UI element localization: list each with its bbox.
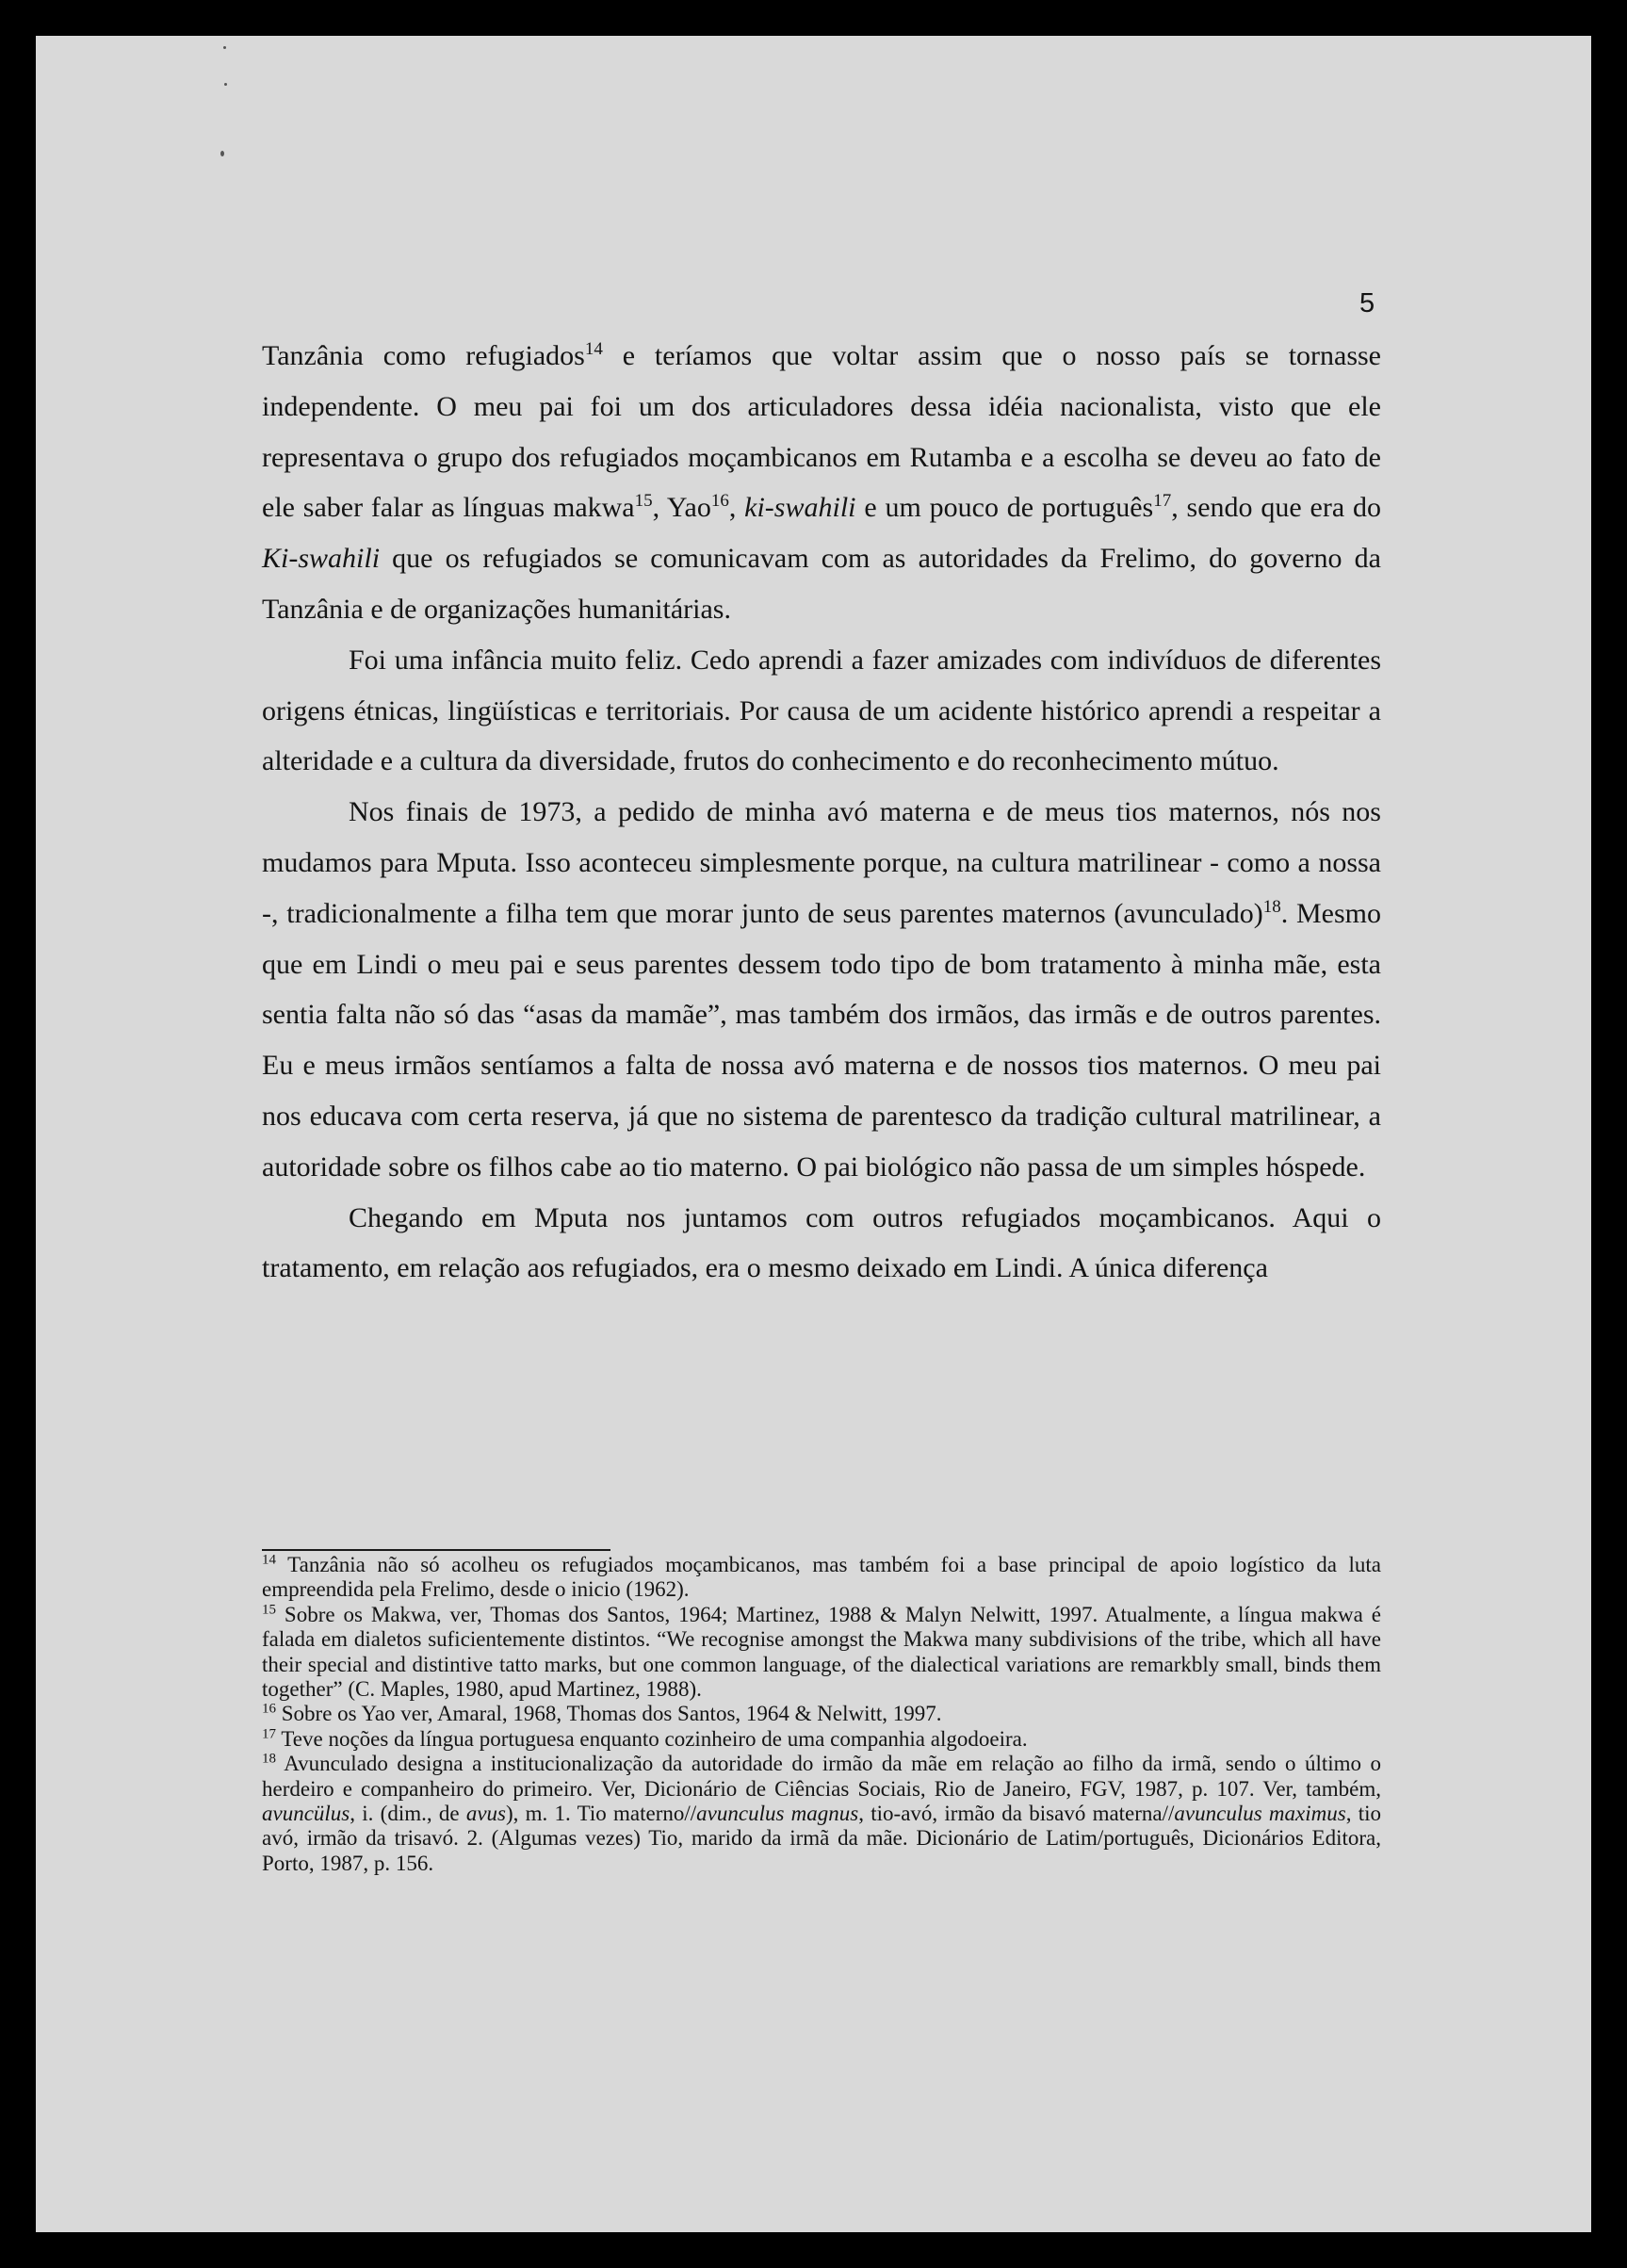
text-run: , [728, 492, 745, 524]
scan-speck [220, 151, 224, 156]
text-run: , i. (dim., de [350, 1802, 466, 1826]
footnote [262, 1702, 1381, 1726]
footnote [262, 1603, 1381, 1703]
italic-term: avunculus maximus [1174, 1802, 1346, 1826]
paragraph [262, 635, 1381, 787]
footnote-ref: 14 [584, 339, 603, 359]
paragraph [262, 331, 1381, 635]
footnote-ref: 18 [1262, 896, 1281, 917]
italic-term: ki-swahili [744, 492, 856, 524]
footnote-ref: 15 [262, 1602, 276, 1618]
footnote-ref: 14 [262, 1552, 276, 1568]
footnote-ref: 15 [634, 491, 653, 512]
footnote-ref: 18 [262, 1751, 276, 1767]
footnote-ref: 17 [1153, 491, 1172, 512]
footnote [262, 1752, 1381, 1876]
text-run: Tanzânia não só acolheu os refugiados moçambicanos, mas também foi a base principal de apoio logístico da luta empreendida pela Frelimo, desde o inicio (1962). [262, 1553, 1381, 1602]
scan-speck [223, 46, 226, 49]
text-run: que os refugiados se comunicavam com as autoridades da Frelimo, do governo da Tanzânia e de organizações humanitárias. [262, 543, 1381, 625]
text-run: Chegando em Mputa nos juntamos com outros refugiados moçambicanos. Aqui o tratamento, em relação aos refugiados, era o mesmo deixado em Lindi. A única diferença [262, 1201, 1381, 1284]
page-number: 5 [1359, 288, 1375, 318]
italic-term: avus [465, 1802, 506, 1826]
text-run: . Mesmo que em Lindi o meu pai e seus parentes dessem todo tipo de bom tratamento à minha mãe, esta sentia falta não só das “asas da mamãe”, mas também dos irmãos, das irmãs e de outros parentes. Eu e meus irmãos sentíamos a falta de nossa avó materna e de nossos tios maternos. O meu pai nos educava com certa reserva, já que no sistema de parentesco da tradição cultural matrilinear, a autoridade sobre os filhos cabe ao tio materno. O pai biológico não passa de um simples hóspede. [262, 897, 1382, 1183]
scan-speck [224, 83, 227, 86]
document-page [36, 36, 1591, 2232]
footnote-ref: 16 [710, 491, 729, 512]
text-run: , Yao [652, 492, 711, 524]
text-run: Avunculado designa a institucionalização da autoridade do irmão da mãe em relação ao filho da irmã, sendo o último o herdeiro e companheiro do primeiro. Ver, Dicionário de Ciências Sociais, Rio de Janeiro, FGV, 1987, p. 107. Ver, também, [262, 1752, 1381, 1801]
footnote-ref: 16 [262, 1701, 276, 1717]
footnote [262, 1727, 1381, 1752]
footnote [262, 1553, 1381, 1603]
text-run: , sendo que era do [1171, 492, 1381, 524]
text-run: e teríamos que voltar assim que o nosso país se tornasse independente. O meu pai foi um dos articuladores dessa idéia nacionalista, visto que ele representava o grupo dos refugiados moçambicanos em Rutamba e a escolha se deveu ao fato de ele saber falar as línguas makwa [262, 340, 1381, 524]
footnote-separator [262, 1549, 610, 1551]
text-run: Tanzânia como refugiados [262, 340, 585, 371]
footnotes [262, 1553, 1381, 1876]
italic-term: avunculus magnus [696, 1802, 859, 1826]
text-run: Sobre os Makwa, ver, Thomas dos Santos, 1964; Martinez, 1988 & Malyn Nelwitt, 1997. Atualmente, a língua makwa é falada em dialetos suficientemente distintos. “We recognise amongst the Makwa many subdivisions of the tribe, which all have their special and distintive tatto marks, but one common language, of the dialectical variations are remarkbly small, binds them together” (C. Maples, 1980, apud Martinez, 1988). [262, 1602, 1381, 1702]
text-run: Foi uma infância muito feliz. Cedo aprendi a fazer amizades com indivíduos de diferentes origens étnicas, lingüísticas e territoriais. Por causa de um acidente histórico aprendi a respeitar a alteridade e a cultura da diversidade, frutos do conhecimento e do reconhecimento mútuo. [262, 644, 1381, 777]
text-run: , tio-avó, irmão da bisavó materna// [858, 1802, 1175, 1826]
text-run: Sobre os Yao ver, Amaral, 1968, Thomas dos Santos, 1964 & Nelwitt, 1997. [276, 1702, 942, 1726]
footnote-ref: 17 [262, 1726, 276, 1742]
italic-term: avuncülus [262, 1802, 350, 1826]
text-run: ), m. 1. Tio materno// [506, 1802, 697, 1826]
text-run: e um pouco de português [855, 492, 1154, 524]
italic-term: Ki-swahili [262, 543, 381, 575]
text-run: , tio avó, irmão da trisavó. 2. (Algumas vezes) Tio, marido da irmã da mãe. Dicionário de Latim/português, Dicionários Editora, Porto, 1987, p. 156. [262, 1802, 1381, 1875]
text-run: Nos finais de 1973, a pedido de minha avó materna e de meus tios maternos, nós nos mudamos para Mputa. Isso aconteceu simplesmente porque, na cultura matrilinear - como a nossa -, tradicionalmente a filha tem que morar junto de seus parentes maternos (avunculado) [262, 796, 1381, 929]
paragraph [262, 787, 1381, 1192]
text-run: Teve noções da língua portuguesa enquanto cozinheiro de uma companhia algodoeira. [276, 1726, 1028, 1751]
paragraph [262, 1193, 1381, 1295]
body-text [262, 331, 1381, 1294]
